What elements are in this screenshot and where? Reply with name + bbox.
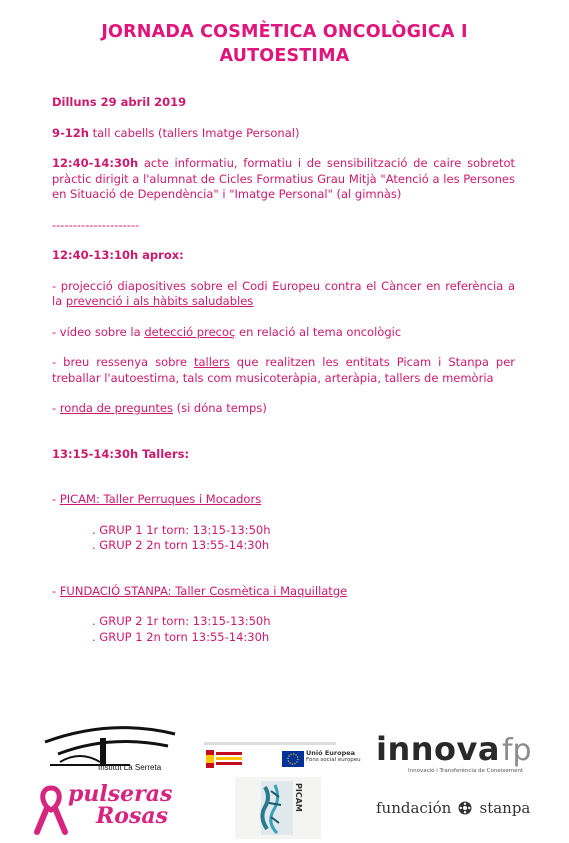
fse-label: Fons social europeu [306, 757, 361, 763]
innova-subtitle: Innovació i Transferència de Coneixement [408, 768, 524, 774]
bullet-text: que realitzen les entitats Picam i Stanpa per treballar l'autoestima, tals com musicoteràpia, arteràpia, tallers de memòria [52, 355, 515, 385]
pulseras-word: pulseras [68, 781, 173, 807]
link-picam-workshop[interactable]: PICAM: Taller Perruques i Mocadors [59, 492, 262, 506]
event-date: Dilluns 29 abril 2019 [52, 95, 187, 109]
group-slot: . GRUP 2 1r torn: 13:15-13:50h [92, 614, 271, 628]
stanpa-flower-icon [458, 801, 472, 815]
picam-vertical-label: PICAM [294, 783, 303, 812]
fp-word: fp [501, 733, 532, 768]
link-early-detection[interactable]: detecció precoç [144, 324, 236, 339]
workshop-dash: - [52, 492, 60, 506]
schedule-time: 12:40-14:30h [52, 156, 139, 170]
document-body [52, 95, 515, 645]
pink-ribbon-icon [34, 784, 68, 836]
spain-government-icon [206, 750, 242, 768]
innova-fp-logo [376, 730, 546, 780]
group-slot: . GRUP 1 1r torn: 13:15-13:50h [92, 522, 271, 537]
bullet-text: - [52, 401, 60, 415]
schedule-text: acte informatiu, formatiu i de sensibilització de caire sobretot pràctic dirigit a l'alumnat de Cicles Formatius Grau Mitjà "Atenció a les Persones en Situació de Dependència" i "Imatge Personal" (al gimnàs) [52, 156, 515, 201]
schedule-text: tall cabells (tallers Imatge Personal) [88, 125, 300, 140]
fundacion-stanpa-logo [376, 798, 546, 820]
institut-la-serreta-logo [40, 720, 180, 780]
eu-funding-logo [204, 742, 361, 782]
bullet-text: (si dóna temps) [172, 401, 267, 415]
page-title [0, 20, 569, 68]
divider-line: --------------------- [52, 217, 140, 232]
group-slot: . GRUP 2 2n torn 13:55-14:30h [92, 538, 270, 552]
bullet-video [52, 325, 515, 341]
bullet-text: - vídeo sobre la [52, 324, 145, 339]
section-heading-talk: 12:40-13:10h aprox: [52, 248, 184, 262]
schedule-item-haircut [52, 126, 515, 142]
fundacion-word: fundación [376, 799, 452, 817]
serreta-emblem-icon [40, 720, 180, 768]
bullet-slides [52, 279, 515, 310]
schedule-time: 9-12h [52, 125, 89, 140]
innova-word: innova [376, 730, 500, 768]
workshop-stanpa [52, 584, 515, 600]
section-heading-workshops: 13:15-14:30h Tallers: [52, 446, 190, 461]
bullet-workshops-review [52, 355, 515, 386]
sponsor-logos [0, 720, 569, 842]
title-line-2: AUTOESTIMA [219, 46, 350, 66]
bullet-questions [52, 401, 515, 417]
link-prevention[interactable]: prevenció i als hàbits saludables [65, 294, 254, 308]
picam-graphic-icon [235, 777, 321, 839]
eu-flag-icon [282, 751, 304, 767]
group-slot: . GRUP 1 2n torn 13:55-14:30h [92, 629, 270, 644]
link-stanpa-workshop[interactable]: FUNDACIÓ STANPA: Taller Cosmètica i Maquillatge [59, 583, 348, 598]
picam-logo [235, 777, 321, 839]
bullet-text: - projecció diapositives sobre el Codi Europeu contra el Càncer en referència a la [52, 278, 515, 308]
serreta-name: Institut La Serreta [98, 763, 162, 772]
schedule-item-info-act [52, 156, 515, 203]
workshop-dash: - [52, 583, 60, 598]
pulseras-rosas-logo [34, 782, 184, 838]
rosas-word: Rosas [96, 803, 168, 829]
bullet-text: - breu ressenya sobre [52, 355, 194, 369]
bullet-text: en relació al tema oncològic [235, 324, 402, 339]
eu-label: Unió Europea [306, 749, 356, 757]
link-workshops[interactable]: tallers [193, 355, 230, 369]
funding-text-strip [204, 742, 336, 745]
title-line-1: JORNADA COSMÈTICA ONCOLÒGICA I [101, 22, 468, 42]
link-questions[interactable]: ronda de preguntes [59, 401, 173, 415]
workshop-picam [52, 492, 515, 508]
stanpa-word: stanpa [479, 799, 531, 817]
